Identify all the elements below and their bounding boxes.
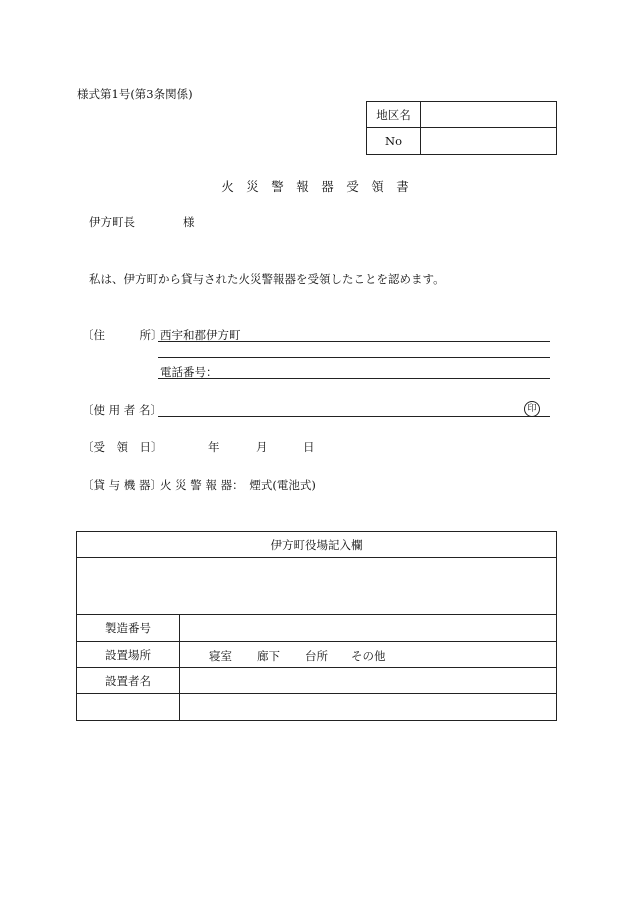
district-box — [366, 101, 557, 155]
address-value[interactable]: 西宇和郡伊方町 — [160, 328, 241, 342]
address-line-1 — [158, 341, 550, 342]
office-notes-area[interactable] — [77, 558, 556, 614]
install-location-label: 設置場所 — [105, 647, 151, 662]
date-day: 日 — [303, 440, 315, 454]
address-label: 〔住 所〕 — [82, 328, 163, 342]
date-month: 月 — [256, 440, 268, 454]
serial-number-field[interactable] — [180, 615, 556, 641]
user-name-line[interactable] — [158, 416, 550, 417]
form-number: 様式第1号(第3条関係) — [77, 87, 193, 101]
office-use-table — [76, 531, 557, 721]
phone-label: 電話番号： — [160, 365, 218, 379]
seal-icon: 印 — [524, 401, 540, 417]
location-option-kitchen[interactable]: 台所 — [305, 649, 328, 663]
no-label: No — [385, 134, 402, 148]
user-label: 〔使 用 者 名〕 — [82, 403, 162, 417]
device-label: 〔貸 与 機 器〕 — [82, 478, 162, 492]
date-label: 〔受 領 日〕 — [82, 440, 163, 454]
blank-label-cell — [77, 694, 179, 720]
location-option-other[interactable]: その他 — [351, 649, 386, 663]
blank-value-cell[interactable] — [180, 694, 556, 720]
office-table-header: 伊方町役場記入欄 — [270, 538, 363, 552]
installer-name-label: 設置者名 — [105, 673, 151, 688]
address-line-2 — [158, 357, 550, 358]
location-option-hallway[interactable]: 廊下 — [257, 649, 280, 663]
date-year: 年 — [208, 440, 220, 454]
device-value: 火 災 警 報 器： 煙式(電池式) — [160, 478, 316, 492]
addressee-name: 伊方町長 — [89, 215, 135, 229]
district-label: 地区名 — [376, 108, 411, 122]
no-field[interactable] — [421, 128, 556, 154]
serial-number-label: 製造番号 — [105, 621, 151, 635]
location-option-bedroom[interactable]: 寝室 — [209, 649, 232, 663]
phone-line — [158, 378, 550, 379]
installer-name-field[interactable] — [180, 668, 556, 693]
addressee-honorific: 様 — [183, 215, 195, 229]
document-title: 火 災 警 報 器 受 領 書 — [221, 179, 409, 194]
district-field[interactable] — [421, 102, 556, 128]
statement: 私は、伊方町から貸与された火災警報器を受領したことを認めます。 — [89, 272, 445, 286]
